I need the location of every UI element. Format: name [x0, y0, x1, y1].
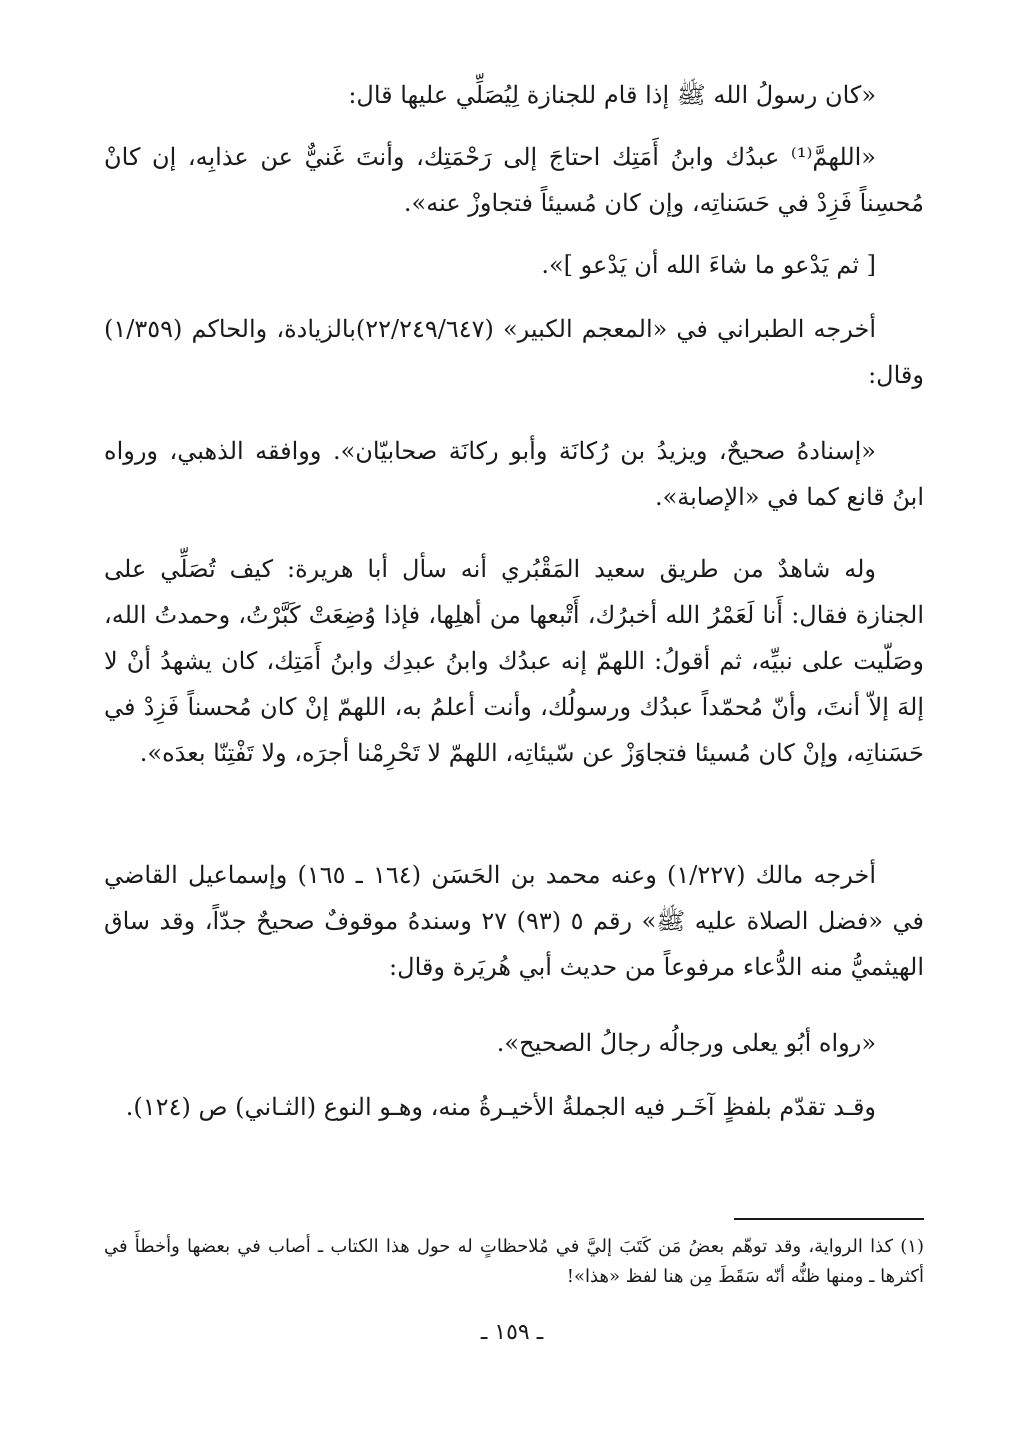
- paragraph-cross-reference: وقـد تقدّم بلفظٍ آخَـر فيه الجملةُ الأخيـرةُ منه، وهـو النوع (الثـاني) ص (١٢٤).: [125, 1093, 876, 1121]
- paragraph-shahid-abu-hurayra: وله شاهدٌ من طريق سعيد المَقْبُري أنه سأل أبا هريرة: كيف تُصَلِّي على الجنازة فقال: أَنا لَعَمْرُ الله أخبرُك، أَتْبعها من أهلِها، فإذا وُضِعَتْ كَبَّرْتُ، وحمدتُ الله، وصَلّيت على نبيِّه، ثم أقولُ: اللهمّ إنه عبدُك وابنُ عبدِك وابنُ أَمَتِك، كان يشهدُ أنْ لا إلهَ إلاّ أنتَ، وأنّ مُحمّداً عبدُك ورسولُك، وأنت أعلمُ به، اللهمّ إنْ كان مُحسناً فَزِدْ في حَسَناتِه، وإنْ كان مُسيئا فتجاوَزْ عن سّيئاتِه، اللهمّ لا تَحْرِمْنا أجرَه، ولا تَفْتِنّا بعدَه».: [104, 555, 924, 767]
- paragraph-dua-text: «اللهمَّ⁽¹⁾ عبدُك وابنُ أَمَتِك احتاجَ إلى رَحْمَتِك، وأنتَ غَنيٌّ عن عذابِه، إن كانْ مُحسِناً فَزِدْ في حَسَناتِه، وإن كان مُسيئاً فتجاوزْ عنه».: [104, 143, 924, 217]
- paragraph-hakim-quote: «إسنادهُ صحيحٌ، ويزيدُ بن رُكانَة وأبو ركانَة صحابيّان». ووافقه الذهبي، ورواه ابنُ قانع كما في «الإصابة».: [104, 437, 924, 511]
- paragraph-hadith-intro: «كان رسولُ الله ﷺ إذا قام للجنازة لِيُصَلِّي عليها قال:: [348, 81, 876, 109]
- page-number: ـ ١٥٩ ـ: [480, 1320, 544, 1345]
- paragraph-haythami-quote: «رواه أبُو يعلى ورجالُه رجالُ الصحيح».: [496, 1029, 876, 1057]
- paragraph-takhrij-malik: أخرجه مالك (١/٢٢٧) وعنه محمد بن الحَسَن (١٦٤ ـ ١٦٥) وإسماعيل القاضي في «فضل الصلاة عليه ﷺ» رقم ٥ (٩٣) ٢٧ وسندهُ موقوفٌ صحيحٌ جدّاً، وقد ساق الهيثميُّ منه الدُّعاء مرفوعاً من حديث أبي هُريَرة وقال:: [104, 861, 924, 981]
- footnote-1: (١) كذا الرواية، وقد توهّم بعضُ مَن كَتَبَ إليَّ في مُلاحظاتٍ له حول هذا الكتاب ـ أصاب في بعضها وأخطأَ في أكثرها ـ ومنها ظنُّه أنّه سَقَطَ مِن هنا لفظ «هذا»!: [104, 1236, 924, 1287]
- paragraph-takhrij-tabarani: أخرجه الطبراني في «المعجم الكبير» (٢٢/٢٤٩/٦٤٧)بالزيادة، والحاكم (١/٣٥٩) وقال:: [104, 315, 924, 389]
- footnote-separator: [734, 1218, 924, 1220]
- paragraph-dua-addition: [ ثم يَدْعو ما شاءَ الله أن يَدْعو ]».: [541, 251, 876, 279]
